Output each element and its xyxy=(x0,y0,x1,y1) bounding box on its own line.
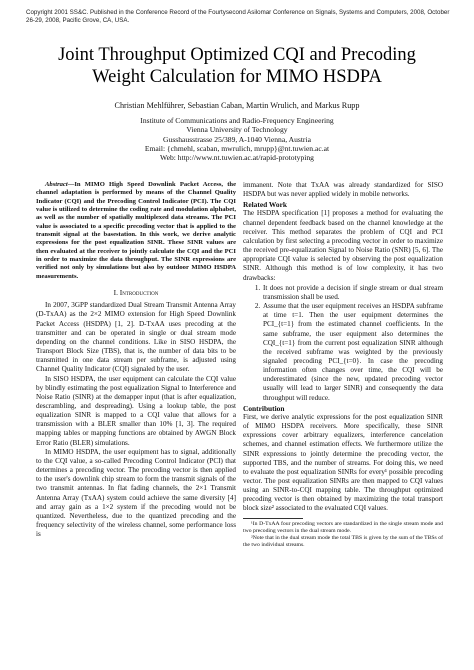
affiliation-web[interactable]: Web: http://www.nt.tuwien.ac.at/rapid-prototyping xyxy=(160,153,314,163)
section-heading-introduction: I. Introduction xyxy=(113,288,159,298)
abstract-label: Abstract xyxy=(45,181,68,188)
abstract-text: —In MIMO High Speed Downlink Packet Access, the channel adaptation is performed by means of the Channel Quality Indicator (CQI) and the Precoding Control Indicator (PCI). The CQI value is utilized to determine the coding rate and modulation alphabet, as well as the number of spatially multiplexed data streams. The PCI value is associated to a specific precoding vector that is applied to the transmit signal at the basestation. In this work, we derive analytic expressions for the post equalization SINR. These SINR values are then evaluated at the receiver to jointly calculate the CQI and the PCI in order to maximize the data throughput. The SINR expressions are verified not only by simulations but also by outdoor MIMO HSDPA measurements. xyxy=(36,181,236,280)
affiliation-address: Gusshausstrasse 25/389, A-1040 Vienna, Austria xyxy=(163,134,311,144)
footnote-1: ¹In D-TxAA four precoding vectors are standardized in the single stream mode and two precoding vectors in the dual stream mode. xyxy=(243,520,443,534)
drawback-item-1: 1. It does not provide a decision if single stream or dual stream transmission shall be used. xyxy=(262,284,443,302)
affiliation-email[interactable]: Email: {chmehl, scaban, mwrulich, mrupp}@nt.tuwien.ac.at xyxy=(144,143,330,153)
affiliation-institute: Institute of Communications and Radio-Frequency Engineering xyxy=(140,116,334,125)
intro-paragraph-2: In SISO HSDPA, the user equipment can calculate the CQI value by blindly estimating the post equalization Signal to Interference and Noise Ratio (SINR) at the demapper input (that is after equalization, descrambling, and despreading). Using a lookup table, the post equalization SINR is mapped to a CQI value that allows for a transmission with a BLER smaller than 10% [1, 3]. The required mapping tables or mapping functions are obtained by AWGN Block Error Ratio (BLER) simulations. xyxy=(36,374,236,447)
contribution-text: First, we derive analytic expressions for the post equalization SINR of MIMO HSDPA receivers. More specifically, these SINR expressions cover arbitrary equalizers, interference cancelation schemes, and channel estimation effects. We furthermore utilize the SINR expressions to jointly determine the precoding vector, the supported TBS, and the number of streams. For doing this, we need to evaluate the post equalization SINRs for every¹ possible precoding vector. The post equalization SINRs are then mapped to CQI values using an SINR-to-CQI mapping table. The throughput optimized precoding vector is then obtained by maximizing the total transport block size² associated to the evaluated CQI values. xyxy=(243,412,443,513)
footnote-divider xyxy=(243,518,303,519)
author-list: Christian Mehlführer, Sebastian Caban, Martin Wrulich, and Markus Rupp xyxy=(114,101,360,110)
copyright-notice: Copyright 2001 SS&C. Published in the Conference Record of the Fourtysecond Asilomar Conference on Signals, Systems and Computers, 2008, October 26-29, 2008, Pacific Grove, CA, USA. xyxy=(26,9,450,24)
abstract xyxy=(36,181,236,281)
paper-title: Joint Throughput Optimized CQI and Precoding Weight Calculation for MIMO HSDPA xyxy=(58,45,416,87)
related-work-text: The HSDPA specification [1] proposes a method for evaluating the channel dependent feedback based on the channel knowledge at the receiver. This method separates the problem of CQI and PCI calculation by first selecting a precoding vector in order to maximize the received pre-equalization Signal to Noise Ratio (SNR) [5, 6]. The appropriate CQI value is selected by observing the post equalization SINR. Although this method is of low complexity, it has two drawbacks: xyxy=(243,209,443,282)
drawbacks-list xyxy=(243,284,443,403)
left-column xyxy=(36,181,236,539)
contribution-heading: Contribution xyxy=(243,403,285,413)
affiliation-block xyxy=(30,116,444,162)
drawback-item-2: 2. Assume that the user equipment receives an HSDPA subframe at time t=1. Then the user equipment determines the PCI_{t=1} from the estimated channel coefficients. In the same subframe, the user equipment also determines the CQI_{t=1} from the current post equalization SINR although the received subframe was weighted by the previously signaled precoding PCI_{t=0}. In case the precoding information often changes over time, the CQI will be underestimated (since the new, updated precoding vector usually will lead to larger SINR) and consequently the data throughput will reduce. xyxy=(262,302,443,403)
affiliation-university: Vienna University of Technology xyxy=(186,125,288,135)
related-work-heading: Related Work xyxy=(243,200,288,210)
footnote-2: ²Note that in the dual stream mode the total TBS is given by the sum of the TBSs of the two individual streams. xyxy=(243,534,443,548)
intro-paragraph-3: In MIMO HSDPA, the user equipment has to signal, additionally to the CQI value, a so-called Precoding Control Indicator (PCI) that determines a precoding vector. The precoding vector is then applied to the user's downlink chip stream to form the transmit signals of the two transmit antennas. In flat fading channels, the 2×1 Transmit Antenna Array (TxAA) system could achieve the same diversity [4] and array gain as a 1×2 system if the precoding would not be quantized. Nevertheless, due to the quantized precoding and the frequency selectivity of the wireless channel, some performance loss is xyxy=(36,447,236,539)
intro-paragraph-1: In 2007, 3GPP standardized Dual Stream Transmit Antenna Array (D-TxAA) as the 2×2 MIMO extension for High Speed Downlink Packet Access (HSDPA) [1, 2]. D-TxAA uses precoding at the transmitter and can be operated in single or dual stream mode depending on the channel conditions. Like in SISO HSDPA, the Transport Block Size (TBS), that is, the number of data bits to be transmitted in one data stream per subframe, is adjusted using Channel Quality Indicator (CQI) signaled by the user. xyxy=(36,301,236,374)
right-column xyxy=(243,181,443,549)
intro-paragraph-continued: immanent. Note that TxAA was already standardized for SISO HSDPA but was never applied widely in mobile networks. xyxy=(243,181,443,199)
